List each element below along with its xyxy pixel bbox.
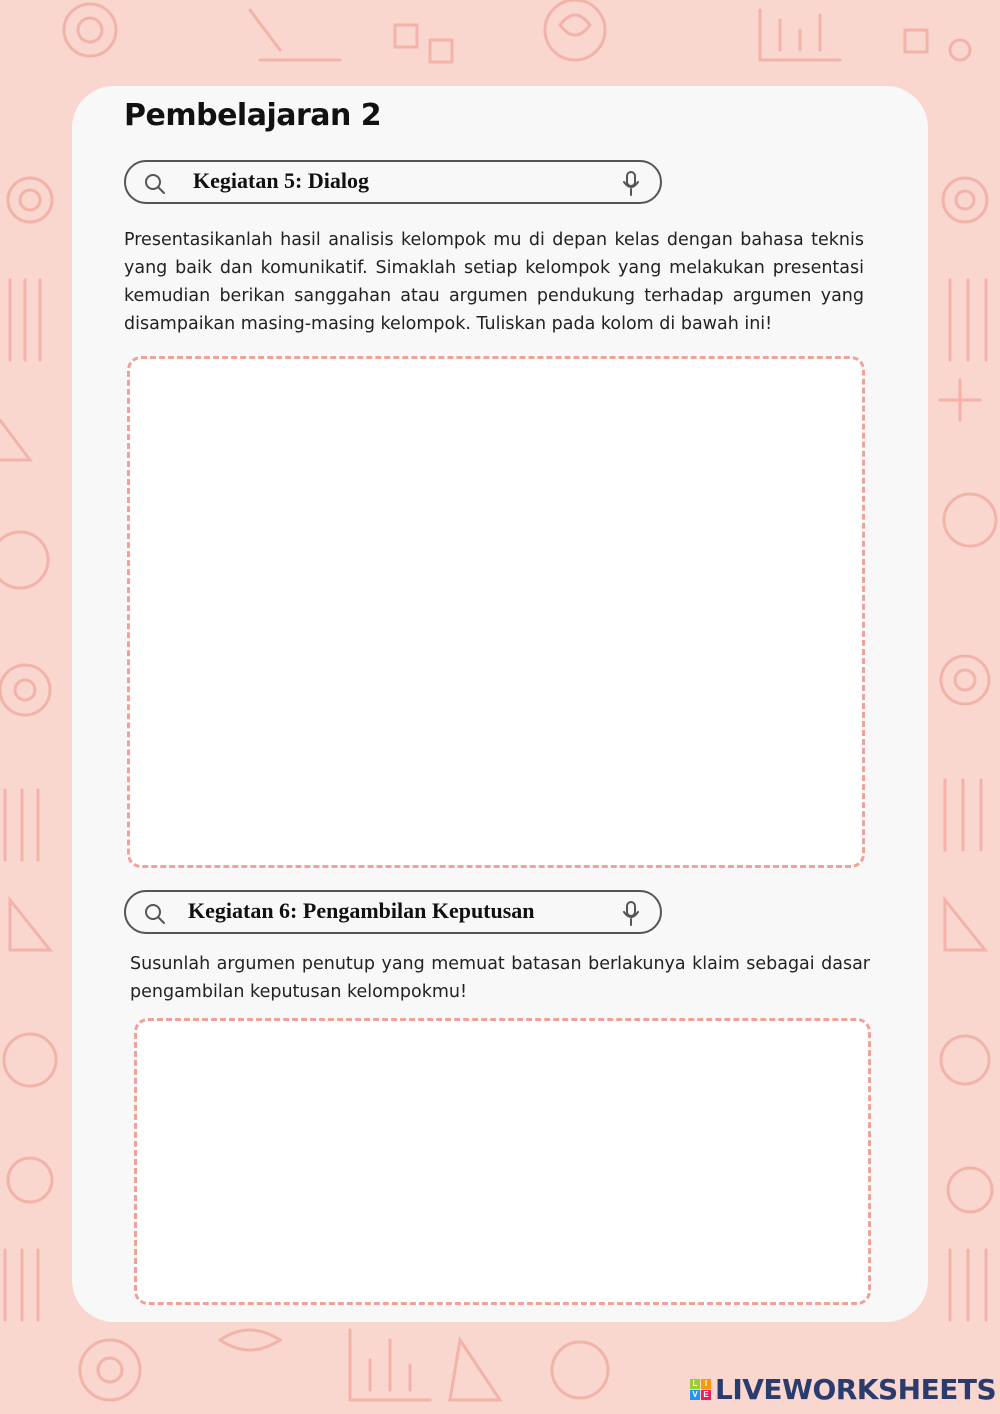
page-title: Pembelajaran 2 [124, 98, 382, 133]
activity6-header-bar [124, 890, 662, 934]
logo-grid-icon: L I V E [690, 1379, 711, 1400]
brand-name: LIVEWORKSHEETS [715, 1373, 997, 1406]
microphone-icon [622, 171, 640, 202]
activity6-answer-box[interactable] [134, 1018, 871, 1305]
activity5-instructions: Presentasikanlah hasil analisis kelompok mu di depan kelas dengan bahasa teknis yang baik dan komunikatif. Simaklah setiap kelompok yang melakukan presentasi kemudian berikan sanggahan atau argumen pendukung terhadap argumen yang disampaikan masing-masing kelompok. Tuliskan pada kolom di bawah ini! [124, 230, 864, 334]
activity5-answer-box[interactable] [127, 356, 865, 868]
search-icon [144, 173, 166, 200]
liveworksheets-logo [690, 1373, 996, 1406]
activity6-instructions: Susunlah argumen penutup yang memuat batasan berlakunya klaim sebagai dasar pengambilan keputusan kelompokmu! [130, 954, 870, 1002]
activity5-header-bar [124, 160, 662, 204]
search-icon [144, 903, 166, 930]
microphone-icon [622, 901, 640, 932]
activity6-label: Kegiatan 6: Pengambilan Keputusan [188, 898, 535, 923]
activity5-label: Kegiatan 5: Dialog [193, 168, 369, 193]
